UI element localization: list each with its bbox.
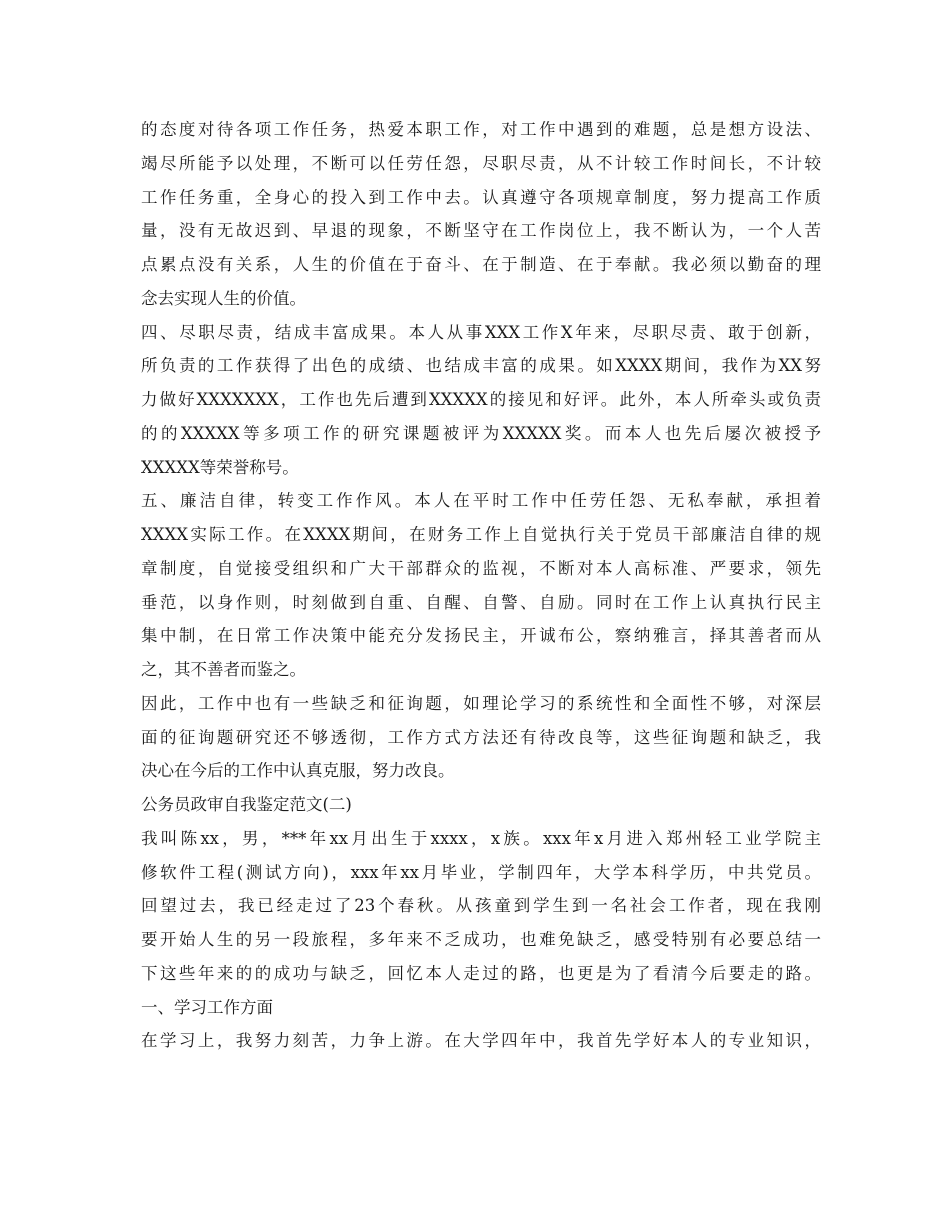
text-line: 面的征询题研究还不够透彻，工作方式方法还有待改良等，这些征询题和缺乏，我 bbox=[141, 727, 821, 747]
text-line: 要开始人生的另一段旅程，多年来不乏成功，也难免缺乏，感受特别有必要总结一 bbox=[141, 930, 821, 949]
text-line: 点累点没有关系，人生的价值在于奋斗、在于制造、在于奉献。我必须以勤奋的理 bbox=[141, 255, 821, 274]
text-line: 我叫陈xx，男，***年xx月出生于xxxx，x族。xxx年x月进入郑州轻工业学院主 bbox=[141, 828, 821, 848]
section-heading-line: 四、尽职尽责，结成丰富成果。本人从事XXX工作X年来，尽职尽责、敢于创新， bbox=[141, 322, 821, 342]
document-body bbox=[141, 113, 821, 1058]
text-line: 回望过去，我已经走过了23个春秋。从孩童到学生到一名社会工作者，现在我刚 bbox=[141, 896, 821, 916]
text-line: XXXX实际工作。在XXXX期间，在财务工作上自觉执行关于党员干部廉洁自律的规 bbox=[141, 525, 821, 544]
paragraph-end-line: XXXXX等荣誉称号。 bbox=[141, 457, 299, 477]
text-line: 的的XXXXX等多项工作的研究课题被评为XXXXX奖。而本人也先后屡次被授予 bbox=[141, 423, 821, 443]
text-line: 力做好XXXXXXX，工作也先后遭到XXXXX的接见和好评。此外，本人所牵头或负责 bbox=[141, 390, 821, 409]
paragraph-end-line: 之，其不善者而鉴之。 bbox=[141, 660, 306, 679]
paragraph-end-line: 决心在今后的工作中认真克服，努力改良。 bbox=[141, 761, 455, 781]
text-line: 章制度，自觉接受组织和广大干部群众的监视，不断对本人高标准、严要求，领先 bbox=[141, 558, 821, 578]
section-heading-line: 一、学习工作方面 bbox=[141, 997, 273, 1017]
section-heading-line: 五、廉洁自律，转变工作作风。本人在平时工作中任劳任怨、无私奉献，承担着 bbox=[141, 491, 821, 511]
text-line: 竭尽所能予以处理，不断可以任劳任怨，尽职尽责，从不计较工作时间长，不计较 bbox=[141, 153, 821, 173]
text-line: 工作任务重，全身心的投入到工作中去。认真遵守各项规章制度，努力提高工作质 bbox=[141, 187, 821, 207]
text-line: 集中制，在日常工作决策中能充分发扬民主，开诚布公，察纳雅言，择其善者而从 bbox=[141, 626, 821, 646]
text-line: 所负责的工作获得了出色的成绩、也结成丰富的成果。如XXXX期间，我作为XX努 bbox=[141, 356, 821, 376]
text-line: 因此，工作中也有一些缺乏和征询题，如理论学习的系统性和全面性不够，对深层 bbox=[141, 693, 821, 713]
text-line: 量，没有无故迟到、早退的现象，不断坚守在工作岗位上，我不断认为，一个人苦 bbox=[141, 221, 821, 241]
text-line: 的态度对待各项工作任务，热爱本职工作，对工作中遇到的难题，总是想方设法、 bbox=[141, 120, 821, 139]
article-title-line: 公务员政审自我鉴定范文(二) bbox=[141, 795, 352, 814]
text-line: 下这些年来的的成功与缺乏，回忆本人走过的路，也更是为了看清今后要走的路。 bbox=[141, 963, 821, 983]
paragraph-end-line: 念去实现人生的价值。 bbox=[141, 288, 306, 308]
text-line: 垂范，以身作则，时刻做到自重、自醒、自警、自励。同时在工作上认真执行民主 bbox=[141, 592, 821, 612]
text-line: 修软件工程(测试方向)，xxx年xx月毕业，学制四年，大学本科学历，中共党员。 bbox=[141, 862, 821, 882]
text-line: 在学习上，我努力刻苦，力争上游。在大学四年中，我首先学好本人的专业知识， bbox=[141, 1031, 821, 1051]
